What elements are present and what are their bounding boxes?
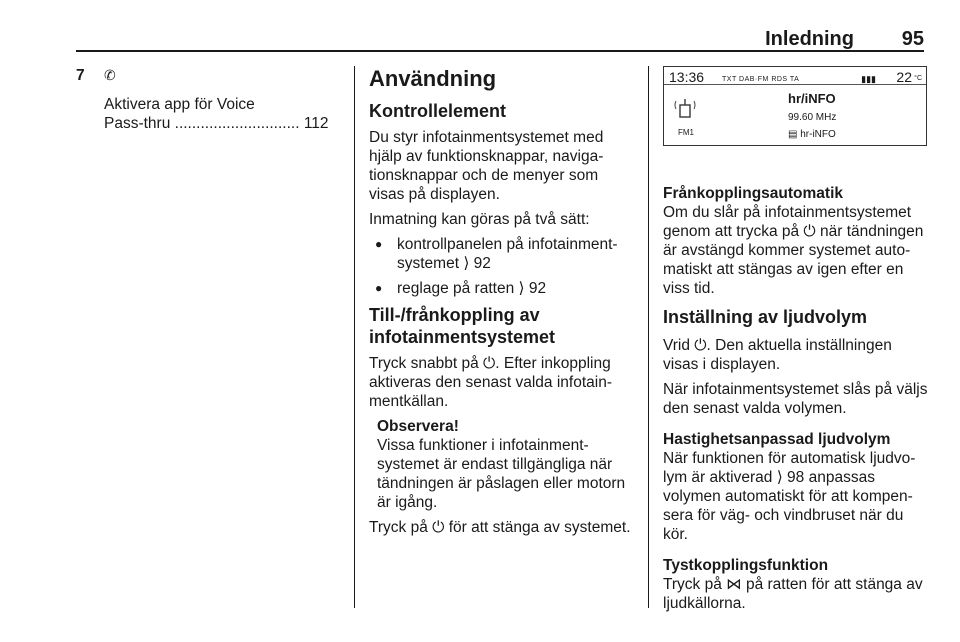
controls-heading: Kontrollelement bbox=[369, 101, 507, 121]
header-title: Inledning bbox=[765, 28, 854, 50]
display-illustration bbox=[663, 66, 927, 146]
list-item: ● reglage på ratten ⟩ 92 bbox=[397, 279, 637, 298]
header-divider bbox=[76, 50, 924, 52]
auto-heading: Frånkopplingsautomatik bbox=[663, 185, 843, 202]
display-station: hr/iNFO bbox=[788, 91, 836, 106]
note-title: Observera! bbox=[377, 418, 459, 435]
controls-text: Du styr infotainmentsystemet med hjälp av funktionsknappar, naviga-tionsknappar och de menyer som visas på displayen. bbox=[369, 129, 604, 203]
note-text: Vissa funktioner i infotainment-systemet är endast tillgängliga när tändningen är påslagen eller motorn är igång. bbox=[377, 437, 626, 511]
display-status-bar bbox=[664, 67, 926, 85]
column-left bbox=[76, 66, 346, 133]
phone-icon: ✆ bbox=[104, 67, 116, 83]
display-band: FM1 bbox=[678, 128, 694, 137]
item-text-line1: Aktivera app för Voice bbox=[104, 96, 255, 113]
auto-text: Om du slår på infotainmentsystemet genom att trycka på ⏻ när tändningen är avstängd kommer systemet auto-matiskt att stängas av igen efter en viss tid. bbox=[663, 204, 924, 297]
antenna-icon bbox=[672, 97, 696, 119]
display-time: 13:36 bbox=[669, 69, 705, 85]
list-item: ● kontrollpanelen på infotainment-systemet ⟩ 92 bbox=[397, 235, 637, 273]
column-right bbox=[663, 66, 928, 619]
display-rds-text: ▤ hr-iNFO bbox=[788, 129, 836, 140]
page-header bbox=[76, 28, 924, 52]
display-temperature: 22 bbox=[896, 69, 912, 85]
page-number: 95 bbox=[901, 28, 924, 50]
column-middle bbox=[369, 66, 637, 543]
onoff-text: Tryck snabbt på ⏻. Efter inkoppling aktiveras den senast valda infotain-mentkällan. bbox=[369, 355, 612, 410]
item-number: 7 bbox=[76, 67, 85, 84]
input-intro: Inmatning kan göras på två sätt: bbox=[369, 211, 590, 228]
display-frequency: 99.60 MHz bbox=[788, 112, 837, 123]
section-title: Användning bbox=[369, 66, 497, 91]
display-flags: TXT DAB·FM RDS TA bbox=[722, 76, 800, 83]
speed-text: När funktionen för automatisk ljudvo-lym är aktiverad ⟩ 98 anpassas volymen automatiskt för att kompen-sera för väg- och vindbruset när du kör. bbox=[663, 450, 916, 543]
input-list bbox=[369, 235, 637, 298]
onoff-heading: Till-/frånkoppling av infotainmentsystemet bbox=[369, 305, 556, 347]
column-divider-1 bbox=[354, 66, 355, 608]
off-text: Tryck på ⏻ för att stänga av systemet. bbox=[369, 519, 631, 536]
note-box bbox=[369, 417, 637, 512]
mute-text: Tryck på ⋈ på ratten för att stänga av ljudkällorna. bbox=[663, 576, 923, 612]
speed-heading: Hastighetsanpassad ljudvolym bbox=[663, 431, 891, 448]
volume-text-1: Vrid ⏻. Den aktuella inställningen visas i displayen. bbox=[663, 337, 892, 373]
item-text-line2: Pass-thru ............................. 112 bbox=[104, 115, 329, 132]
column-divider-2 bbox=[648, 66, 649, 608]
volume-text-2: När infotainmentsystemet slås på väljs den senast valda volymen. bbox=[663, 381, 928, 417]
volume-heading: Inställning av ljudvolym bbox=[663, 307, 868, 327]
list-item bbox=[76, 66, 346, 133]
signal-icon: ▮▮▮ bbox=[861, 74, 876, 84]
display-temperature-unit: °C bbox=[914, 75, 922, 82]
mute-heading: Tystkopplingsfunktion bbox=[663, 557, 829, 574]
